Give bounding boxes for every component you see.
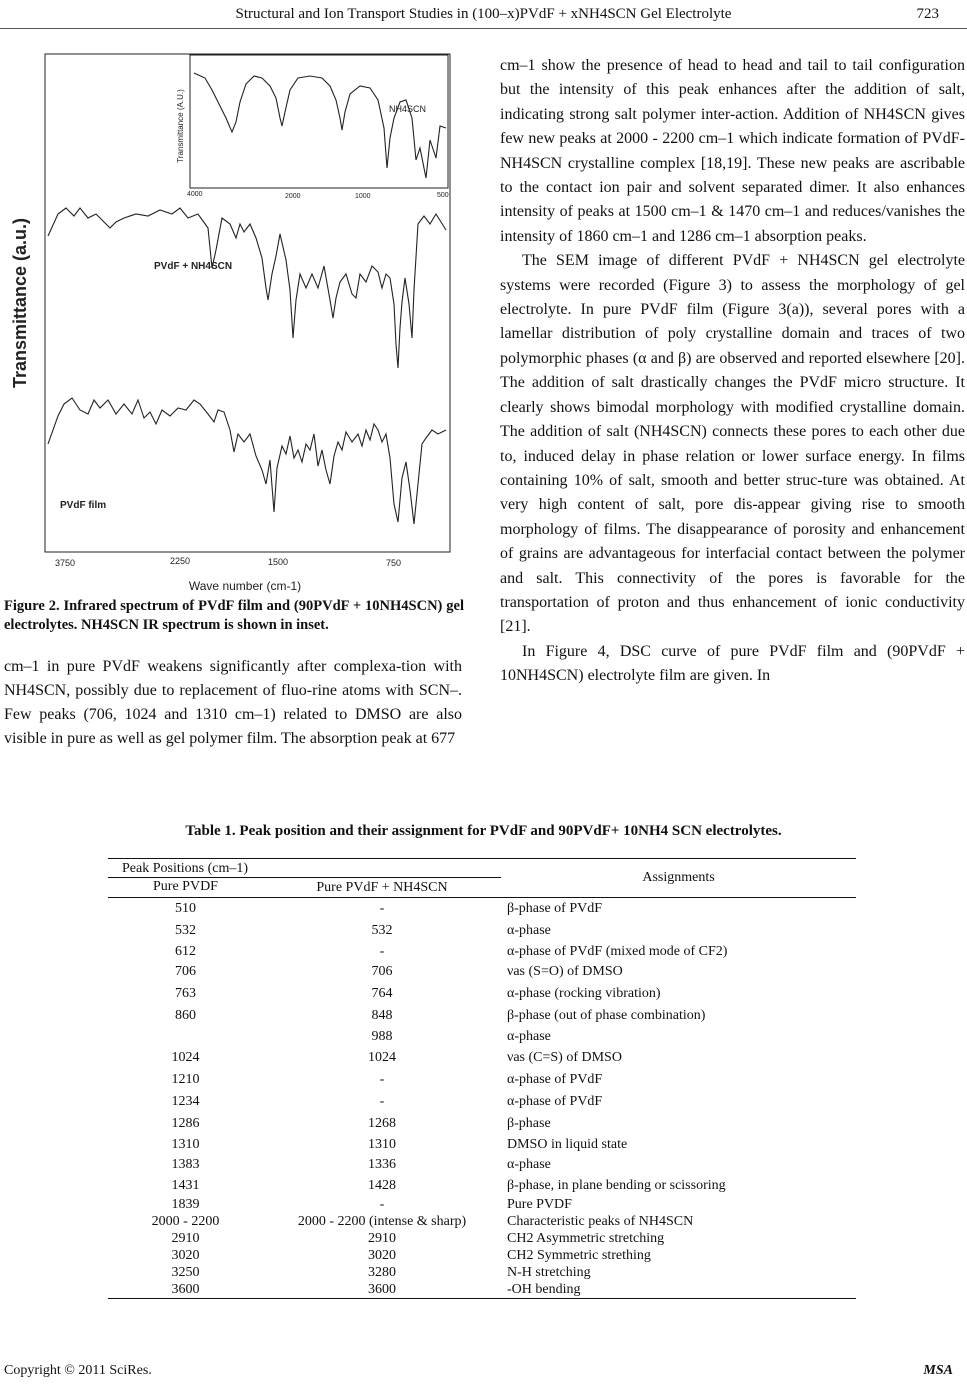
table-row (108, 1248, 856, 1265)
right-column-text (500, 54, 965, 689)
ir-spectrum-plot (0, 38, 467, 598)
cell-pvdf-salt: 3600 (368, 1281, 396, 1297)
table-row (108, 1265, 856, 1282)
cell-pure-pvdf: 860 (175, 1007, 196, 1023)
cell-pure-pvdf: 1839 (171, 1197, 200, 1212)
cell-pure-pvdf: 532 (175, 922, 196, 938)
inset-y-label: Transmittance (A.U.) (176, 89, 185, 163)
table-row (108, 1027, 856, 1047)
figure-caption: Figure 2. Infrared spectrum of PVdF film and (90PVdF + 10NH4SCN) gel electrolytes. NH4SCN IR spectrum is shown in inset. (4, 598, 464, 633)
table-row (108, 1047, 856, 1069)
table-row (108, 920, 856, 942)
journal-abbrev: MSA (923, 1363, 953, 1378)
inset-x-tick: 4000 (187, 191, 203, 198)
cell-pvdf-salt: 1024 (368, 1049, 396, 1065)
cell-pvdf-salt: 3280 (368, 1265, 396, 1280)
cell-assignment: Characteristic peaks of NH4SCN (507, 1214, 694, 1229)
inset-x-tick: 1000 (355, 193, 371, 200)
cell-assignment: β-phase (out of phase combination) (507, 1007, 706, 1023)
cell-assignment: νas (C=S) of DMSO (507, 1049, 622, 1065)
cell-pure-pvdf: 763 (175, 985, 196, 1001)
cell-pvdf-salt: 1310 (368, 1136, 396, 1152)
table-body (108, 898, 856, 1299)
page-number: 723 (916, 6, 939, 22)
cell-pure-pvdf: 1286 (171, 1115, 200, 1131)
cell-pure-pvdf: 1383 (171, 1156, 200, 1172)
cell-assignment: CH2 Symmetric strething (507, 1248, 651, 1263)
cell-pure-pvdf: 510 (175, 900, 196, 916)
cell-pvdf-salt: 1336 (368, 1156, 396, 1172)
table-row (108, 1135, 856, 1155)
cell-assignment: N-H stretching (507, 1265, 591, 1280)
cell-pure-pvdf: 3020 (171, 1248, 200, 1263)
pvdf-film-trace (48, 398, 446, 524)
table-row (108, 1197, 856, 1214)
x-tick-label: 1500 (268, 557, 289, 567)
cell-assignment: α-phase (507, 1156, 551, 1172)
cell-pure-pvdf: 3600 (171, 1281, 200, 1297)
cell-pvdf-salt: - (379, 900, 385, 916)
cell-assignment: α-phase of PVdF (507, 1071, 603, 1087)
cell-pure-pvdf: 2000 - 2200 (151, 1214, 220, 1229)
left-column-text: cm–1 in pure PVdF weakens significantly after complexa-tion with NH4SCN, possibly due to replacement of fluo-rine atoms with SCN–. Few peaks (706, 1024 and 1310 cm–1) related to DMSO are also visible in pure as well as gel polymer film. The absorption peak at 677 (4, 658, 462, 747)
inset-frame (190, 55, 448, 188)
cell-pure-pvdf: 706 (175, 964, 196, 979)
table-row (108, 1175, 856, 1197)
inset-x-tick: 500 (437, 192, 449, 199)
cell-pvdf-salt: 3020 (368, 1248, 396, 1263)
cell-assignment: Pure PVDF (507, 1197, 572, 1212)
trace-label-pvdf-nh4scn: PVdF + NH4SCN (154, 261, 233, 272)
header-rule (0, 28, 967, 29)
x-axis-label: Wave number (cm-1) (188, 579, 302, 593)
cell-assignment: β-phase, in plane bending or scissoring (507, 1177, 726, 1193)
table-row (108, 1091, 856, 1113)
x-tick-label: 2250 (170, 556, 191, 566)
paragraph: cm–1 show the presence of head to head and tail to tail configuration but the intensity of this peak enhances after the addition of salt, indicating strong salt polymer inter-action. Addition of NH4SCN gives few new peaks at 2000 - 2200 cm–1 which indicate formation of PVdF-NH4SCN crystalline complex [18,19]. These new peaks are ascribable to the contact ion pair and solvent separated dimer. It also enhances intensity of peaks at 1500 cm–1 & 1470 cm–1 and reduces/vanishes the intensity of 1860 cm–1 and 1286 cm–1 absorption peaks. (500, 57, 965, 245)
x-tick-label: 3750 (55, 558, 76, 568)
table-row (108, 1069, 856, 1091)
running-header (0, 0, 967, 30)
cell-pure-pvdf: 1210 (171, 1071, 200, 1087)
cell-pvdf-salt: 2910 (368, 1231, 396, 1246)
table-caption: Table 1. Peak position and their assignment for PVdF and 90PVdF+ 10NH4 SCN electrolytes. (185, 823, 782, 839)
table-row (108, 898, 856, 920)
cell-assignment: CH2 Asymmetric stretching (507, 1231, 665, 1246)
table-row (108, 962, 856, 983)
cell-pvdf-salt: - (379, 1071, 385, 1087)
table-row (108, 1155, 856, 1175)
cell-assignment: DMSO in liquid state (507, 1136, 628, 1152)
cell-pvdf-salt: 1268 (368, 1115, 396, 1131)
running-title: Structural and Ion Transport Studies in (100–x)PVdF + xNH4SCN Gel Electrolyte (235, 6, 732, 22)
table-row (108, 1005, 856, 1027)
cell-pvdf-salt: 764 (371, 985, 393, 1001)
cell-pvdf-salt: 988 (371, 1028, 393, 1044)
cell-pvdf-salt: 2000 - 2200 (intense & sharp) (297, 1214, 467, 1229)
table-row (108, 983, 856, 1005)
cell-assignment: -OH bending (507, 1281, 581, 1297)
cell-pvdf-salt: 848 (371, 1007, 393, 1023)
cell-pvdf-salt: 706 (371, 964, 393, 979)
pvdf-nh4scn-trace (48, 208, 446, 368)
table-row (108, 1214, 856, 1231)
cell-pure-pvdf: 612 (175, 943, 196, 959)
table-header-assignments: Assignments (642, 870, 715, 885)
cell-assignment: α-phase (507, 1028, 551, 1044)
cell-pvdf-salt: 1428 (368, 1177, 396, 1193)
cell-assignment: β-phase (507, 1115, 551, 1131)
cell-pure-pvdf: 1310 (171, 1136, 200, 1152)
paragraph: In Figure 4, DSC curve of pure PVdF film and (90PVdF + 10NH4SCN) electrolyte film are given. In (500, 642, 965, 685)
cell-assignment: β-phase of PVdF (507, 900, 603, 916)
table-header-salt: Pure PVdF + NH4SCN (316, 879, 448, 895)
cell-assignment: α-phase (507, 922, 551, 938)
trace-label-pvdf-film: PVdF film (60, 500, 107, 511)
cell-assignment: α-phase of PVdF (507, 1093, 603, 1109)
table-group-header: Peak Positions (cm–1) (108, 859, 501, 878)
table-row (108, 1282, 856, 1299)
cell-pure-pvdf: 1431 (171, 1177, 200, 1193)
cell-assignment: α-phase (rocking vibration) (507, 985, 661, 1001)
table-row (108, 942, 856, 962)
cell-pvdf-salt: - (379, 943, 385, 959)
y-axis-label: Transmittance (a.u.) (10, 217, 30, 389)
table-row (108, 1113, 856, 1135)
cell-pvdf-salt: 532 (371, 922, 393, 938)
peak-assignment-table (108, 858, 856, 1299)
copyright: Copyright © 2011 SciRes. (4, 1363, 152, 1378)
table-header-pure: Pure PVDF (153, 879, 218, 894)
paragraph: The SEM image of different PVdF + NH4SCN gel electrolyte systems were recorded (Figure 3) to assess the morphology of gel electrolyte. In pure PVdF film (Figure 3(a)), several pores with a lamellar distribution of poly crystalline domain and traces of two polymorphic phases (α and β) are observed and reported elsewhere [20]. The addition of salt drastically changes the PVdF micro structure. It clearly shows bimodal morphology with modified crystalline domain. The addition of salt (NH4SCN) connects these pores to each other due to, induced delay in phase relation or lower surface energy. In films containing 10% of salt, smooth and better struc-ture was obtained. At very high content of salt, pore dis-appear giving rise to smooth morphology of films. The disappearance of porosity and enhancement of grains are advantageous for interfacial contact between the polymer and salt. This connectivity of the pores is favorable for the transportation of proton and thus enhancement of ionic conductivity [21]. (500, 252, 965, 636)
cell-pure-pvdf (108, 1027, 263, 1047)
cell-assignment: νas (S=O) of DMSO (507, 964, 623, 979)
cell-pvdf-salt: - (379, 1093, 385, 1109)
cell-pure-pvdf: 1234 (171, 1093, 200, 1109)
cell-pvdf-salt: - (379, 1197, 385, 1212)
cell-pure-pvdf: 1024 (171, 1049, 200, 1065)
table-row (108, 1231, 856, 1248)
cell-assignment: α-phase of PVdF (mixed mode of CF2) (507, 943, 728, 959)
ir-spectrum-figure (0, 38, 467, 598)
cell-pure-pvdf: 3250 (171, 1265, 200, 1280)
inset-x-tick: 2000 (285, 193, 301, 200)
cell-pure-pvdf: 2910 (171, 1231, 200, 1246)
inset-trace-label: NH4SCN (389, 104, 427, 114)
x-tick-label: 750 (386, 558, 402, 568)
